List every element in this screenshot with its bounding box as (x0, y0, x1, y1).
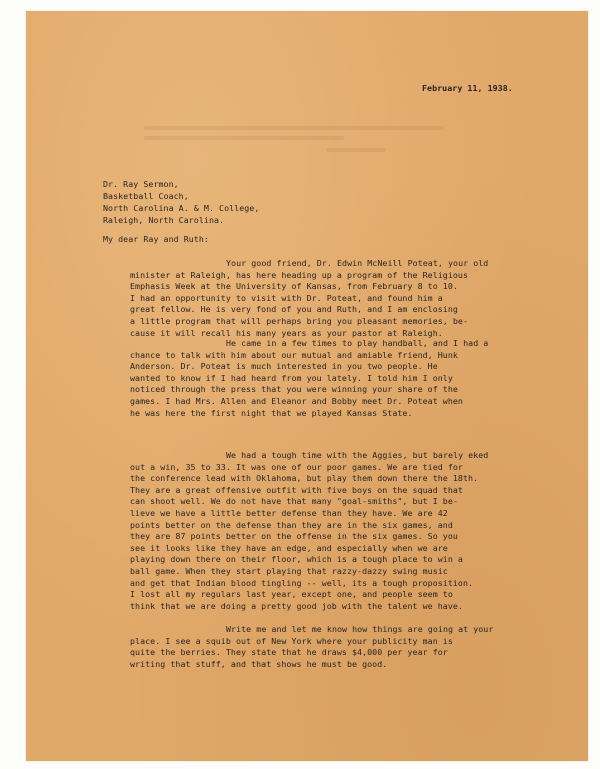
text-line: Write me and let me know how things are going at your (226, 624, 494, 634)
letter-date: February 11, 1938. (422, 83, 513, 93)
text-line: They are a great offensive outfit with five boys on the squad that (130, 484, 463, 495)
text-line: Anderson. Dr. Poteat is much interested in you two people. He (130, 361, 438, 372)
recipient-address (103, 179, 259, 227)
text-line: games. I had Mrs. Allen and Eleanor and Bobby meet Dr. Poteat when (130, 395, 463, 406)
letter-page (26, 11, 588, 761)
address-line: North Carolina A. & M. College, (103, 202, 260, 213)
text-line: and get that Indian blood tingling -- well, its a tough proposition. (130, 577, 474, 588)
text-line: He came in a few times to play handball, and I had a (226, 338, 489, 348)
text-line: can shoot well. We do not have that many "goal-smiths", but I be- (130, 496, 458, 507)
text-line: they are 87 points better on the offense in the six games. So you (130, 531, 458, 542)
text-line: lieve we have a little better defense than they have. We are 42 (130, 507, 448, 518)
address-line: Dr. Ray Sermon, (103, 179, 179, 189)
text-line: wanted to know if I had heard from you lately. I told him I only (130, 372, 453, 383)
text-line: We had a tough time with the Aggies, but barely eked (226, 450, 489, 460)
text-line: Your good friend, Dr. Edwin McNeill Poteat, your old (226, 258, 489, 268)
bleed-through-mark (144, 136, 344, 140)
text-line: ball game. When they start playing that razzy-dazzy swing music (130, 565, 448, 576)
salutation: My dear Ray and Ruth: (103, 234, 209, 244)
text-line: think that we are doing a pretty good job with the talent we have. (130, 600, 463, 611)
text-line: see it looks like they have an edge, and especially when we are (130, 542, 448, 553)
text-line: place. I see a squib out of New York where your publicity man is (130, 635, 453, 646)
paragraph-3 (130, 450, 570, 612)
text-line: quite the berries. They state that he draws $4,000 per year for (130, 647, 448, 658)
text-line: cause it will recall his many years as your pastor at Raleigh. (130, 327, 443, 338)
text-line: I lost all my regulars last year, except one, and people seem to (130, 589, 453, 600)
address-line: Basketball Coach, (103, 190, 189, 201)
paragraph-1 (130, 258, 570, 339)
paragraph-2 (130, 338, 570, 419)
text-line: Emphasis Week at the University of Kansas, from February 8 to 10. (130, 281, 458, 292)
text-line: points better on the defense than they are in the six games, and (130, 519, 453, 530)
text-line: writing that stuff, and that shows he must be good. (130, 658, 388, 669)
text-line: playing down there on their floor, which is a tough place to win a (130, 554, 463, 565)
bleed-through-mark (326, 148, 386, 152)
text-line: a little program that will perhaps bring you pleasant memories, be- (130, 315, 469, 326)
text-line: he was here the first night that we played Kansas State. (130, 407, 413, 418)
text-line: noticed through the press that you were winning your share of the (130, 384, 458, 395)
paragraph-4 (130, 624, 570, 670)
address-line: Raleigh, North Carolina. (103, 214, 225, 225)
text-line: the conference lead with Oklahoma, but play them down there the 18th. (130, 473, 479, 484)
text-line: great fellow. He is very fond of you and Ruth, and I am enclosing (130, 304, 458, 315)
text-line: out a win, 35 to 33. It was one of our poor games. We are tied for (130, 461, 463, 472)
text-line: minister at Raleigh, has here heading up a program of the Religious (130, 269, 469, 280)
bleed-through-mark (144, 126, 444, 130)
text-line: chance to talk with him about our mutual and amiable friend, Hunk (130, 349, 458, 360)
text-line: I had an opportunity to visit with Dr. Poteat, and found him a (130, 292, 443, 303)
